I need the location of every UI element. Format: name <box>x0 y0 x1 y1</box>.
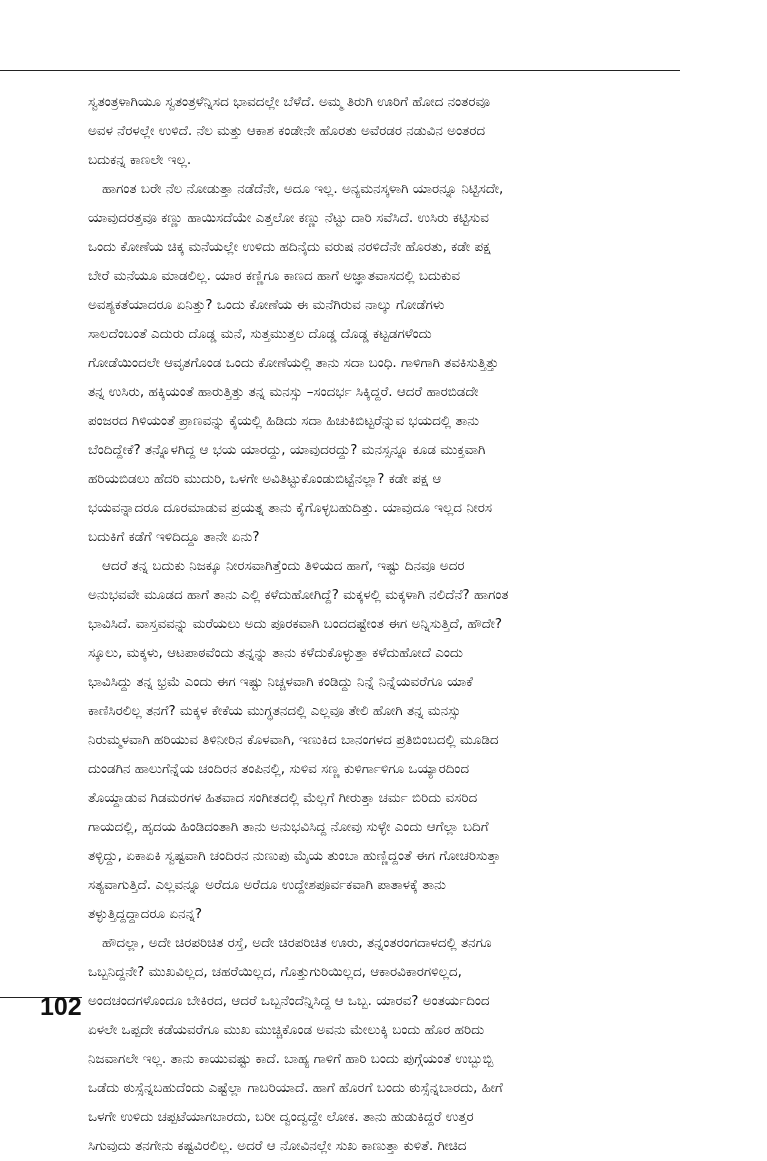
text-line: ಸಾಲದೆಂಬಂತೆ ಎದುರು ದೊಡ್ಡ ಮನೆ, ಸುತ್ತಮುತ್ತಲ ದೊಡ್ಡ ದೊಡ್ಡ ಕಟ್ಟಡಗಳೆಂದು <box>88 326 432 342</box>
text-line: ನಿರುಮ್ಮಳವಾಗಿ ಹರಿಯುವ ತಿಳಿನೀರಿನ ಕೊಳವಾಗಿ, ಇಣುಕಿದ ಬಾನಂಗಳದ ಪ್ರತಿಬಿಂಬದಲ್ಲಿ ಮೂಡಿದ <box>88 732 499 748</box>
text-line: ತಳ್ಳುತ್ತಿದ್ದದ್ದಾದರೂ ಏನನ್ನ? <box>88 906 203 922</box>
page-text-body <box>88 88 688 1161</box>
text-line: ಬೆಂದಿದ್ದೇಕೆ? ತನ್ನೊಳಗಿದ್ದ ಆ ಭಯ ಯಾರದ್ದು, ಯಾವುದರದ್ದು? ಮನಸ್ಸನ್ನೂ ಕೂಡ ಮುಕ್ತವಾಗಿ <box>88 442 486 458</box>
text-line: ಭಾವಿಸಿದ್ದು ತನ್ನ ಭ್ರಮೆ ಎಂದು ಈಗ ಇಷ್ಟು ನಿಚ್ಚಳವಾಗಿ ಕಂಡಿದ್ದು ನಿನ್ನೆ ನಿನ್ನೆಯವರೆಗೂ ಯಾಕೆ <box>88 674 473 690</box>
text-line: ಪಂಜರದ ಗಿಳಿಯಂತೆ ಪ್ರಾಣವನ್ನು ಕೈಯಲ್ಲಿ ಹಿಡಿದು ಸದಾ ಹಿಚುಕಿಬಿಟ್ಟರೆನ್ನುವ ಭಯದಲ್ಲಿ ತಾನು <box>88 413 480 429</box>
text-line: ಅವಶ್ಯಕತೆಯಾದರೂ ಏನಿತ್ತು? ಒಂದು ಕೋಣೆಯ ಈ ಮನೆಗಿರುವ ನಾಲ್ಕು ಗೋಡೆಗಳು <box>88 297 445 313</box>
text-line: ಒಡೆದು ಠುಸ್ಸೆನ್ನಬಹುದೆಂದು ಎಷ್ಟೆಲ್ಲಾ ಗಾಬರಿಯಾದೆ. ಹಾಗೆ ಹೊರಗೆ ಬಂದು ಠುಸ್ಸೆನ್ನಬಾರದು, ಹೀಗೆ <box>88 1080 503 1096</box>
text-line: ತಳ್ಳಿದ್ದು, ಏಕಾಏಕಿ ಸ್ವಷ್ಟವಾಗಿ ಚಂದಿರನ ನುಣುಪು ಮೈಯ ತುಂಬಾ ಹುಣ್ಣಿದ್ದಂತೆ ಈಗ ಗೋಚರಿಸುತ್ತಾ <box>88 848 501 864</box>
text-line: ಸಿಗುವುದು ತನಗೇನು ಕಷ್ಟವಿರಲಿಲ್ಲ. ಅದರೆ ಆ ನೋವಿನಲ್ಲೇ ಸುಖ ಕಾಣುತ್ತಾ ಕುಳಿತೆ. ಗೀಚಿದ <box>88 1138 467 1154</box>
text-line: ಭಯವನ್ನಾದರೂ ದೂರಮಾಡುವ ಪ್ರಯತ್ನ ತಾನು ಕೈಗೊಳ್ಳಬಹುದಿತ್ತು. ಯಾವುದೂ ಇಲ್ಲದ ನೀರಸ <box>88 500 493 516</box>
text-line: ನಿಜವಾಗಲೇ ಇಲ್ಲ. ತಾನು ಕಾಯುವಷ್ಟು ಕಾದೆ. ಬಾಹ್ಯ ಗಾಳಿಗೆ ಹಾರಿ ಬಂದು ಪುಗ್ಗೆಯಂತೆ ಉಬ್ಬುಬ್ಬಿ <box>88 1051 494 1067</box>
text-line: ಭಾವಿಸಿದೆ. ವಾಸ್ತವವನ್ನು ಮರೆಯಲು ಅದು ಪೂರಕವಾಗಿ ಬಂದದಷ್ಟೇಂತ ಈಗ ಅನ್ನಿಸುತ್ತಿದೆ, ಹೌದೇ? <box>88 616 503 632</box>
text-line: ಅಂದಚಂದಗಳೊಂದೂ ಬೇಕಿರದ, ಆದರೆ ಒಬ್ಬನೆಂದೆನ್ನಿಸಿದ್ದ ಆ ಒಬ್ಬ. ಯಾರವ? ಅಂತರ್ಯದಿಂದ <box>88 993 490 1009</box>
text-line: ಯಾವುದರತ್ತವೂ ಕಣ್ಣು ಹಾಯಿಸದೆಯೇ ಎತ್ತಲೋ ಕಣ್ಣು ನೆಟ್ಟು ದಾರಿ ಸವೆಸಿದೆ. ಉಸಿರು ಕಟ್ಟಿಸುವ <box>88 210 489 226</box>
text-line: ದುಂಡಗಿನ ಹಾಲುಗೆನ್ನೆಯ ಚಂದಿರನ ತಂಪಿನಲ್ಲಿ, ಸುಳಿವ ಸಣ್ಣ ಕುಳಿರ್ಗಾಳಿಗೂ ಒಯ್ಯಾರದಿಂದ <box>88 761 470 777</box>
text-line: ಹೌದಲ್ಲಾ, ಅದೇ ಚಿರಪರಿಚಿತ ರಸ್ತೆ, ಅದೇ ಚಿರಪರಿಚಿತ ಊರು, ತನ್ನಂತರಂಗದಾಳದಲ್ಲಿ ತನಗೂ <box>102 935 492 951</box>
text-line: ಅವಳ ನೆರಳಲ್ಲೇ ಉಳಿದೆ. ನೆಲ ಮತ್ತು ಆಕಾಶ ಕಂಡೇನೇ ಹೊರತು ಅವೆರಡರ ನಡುವಿನ ಅಂತರದ <box>88 123 486 139</box>
text-line: ಒಂದು ಕೋಣೆಯ ಚಿಕ್ಕ ಮನೆಯಲ್ಲೇ ಉಳಿದು ಹದಿನೈದು ವರುಷ ನರಳಿದೆನೇ ಹೊರತು, ಕಡೇ ಪಕ್ಷ <box>88 239 491 255</box>
top-rule <box>0 70 680 71</box>
text-line: ಬದುಕನ್ನ ಕಾಣಲೇ ಇಲ್ಲ. <box>88 152 192 168</box>
text-line: ಹಾಗಂತ ಬರೇ ನೆಲ ನೋಡುತ್ತಾ ನಡೆದೆನೇ, ಅದೂ ಇಲ್ಲ. ಅನ್ಯಮನಸ್ಕಳಾಗಿ ಯಾರನ್ನೂ ನಿಟ್ಟಿಸದೇ, <box>102 181 504 197</box>
text-line: ಅನುಭವವೇ ಮೂಡದ ಹಾಗೆ ತಾನು ಎಲ್ಲಿ ಕಳೆದುಹೋಗಿದ್ದೆ? ಮಕ್ಕಳಲ್ಲಿ ಮಕ್ಕಳಾಗಿ ನಲಿದೆನೆ? ಹಾಗಂತ <box>88 587 509 603</box>
text-line: ಕಾಣಿಸಿರಲಿಲ್ಲ ತನಗೆ? ಮಕ್ಕಳ ಕೇಕೆಯ ಮುಗ್ಧತನದಲ್ಲಿ ಎಲ್ಲವೂ ತೇಲಿ ಹೋಗಿ ತನ್ನ ಮನಸ್ಸು <box>88 703 461 719</box>
text-line: ಗಾಯದಲ್ಲಿ, ಹೃದಯ ಹಿಂಡಿದಂತಾಗಿ ತಾನು ಅನುಭವಿಸಿದ್ದ ನೋವು ಸುಳ್ಳೇ ಎಂದು ಆಗೆಲ್ಲಾ ಬದಿಗೆ <box>88 819 489 835</box>
text-line: ಏಳಲೇ ಒಪ್ಪದೇ ಕಡೆಯವರೆಗೂ ಮುಖ ಮುಚ್ಚಿಕೊಂಡ ಅವನು ಮೇಲುಕ್ಕಿ ಬಂದು ಹೊರ ಹರಿದು <box>88 1022 485 1038</box>
text-line: ಸ್ಕೂಲು, ಮಕ್ಕಳು, ಆಟಪಾಠವೆಂದು ತನ್ನನ್ನು ತಾನು ಕಳೆದುಕೊಳ್ಳುತ್ತಾ ಕಳೆದುಹೋದೆ ಎಂದು <box>88 645 463 661</box>
text-line: ತೊಯ್ದಾಡುವ ಗಿಡಮರಗಳ ಹಿತವಾದ ಸಂಗೀತದಲ್ಲಿ ಮೆಲ್ಲಗೆ ಗೀರುತ್ತಾ ಚರ್ಮ ಬಿರಿದು ವಸರಿದ <box>88 790 478 806</box>
text-line: ಗೋಡೆಯಿಂದಲೇ ಆವೃತಗೊಂಡ ಒಂದು ಕೋಣೆಯಲ್ಲಿ ತಾನು ಸದಾ ಬಂಧಿ. ಗಾಳಿಗಾಗಿ ತವಕಿಸುತ್ತಿತ್ತು <box>88 355 499 371</box>
text-line: ಸತ್ಯವಾಗುತ್ತಿದೆ. ಎಲ್ಲವನ್ನೂ ಅರೆದೂ ಅರೆದೂ ಉದ್ದೇಶಪೂರ್ವಕವಾಗಿ ಪಾತಾಳಕ್ಕೆ ತಾನು <box>88 877 446 893</box>
text-line: ಸ್ವತಂತ್ರಳಾಗಿಯೂ ಸ್ವತಂತ್ರಳೆನ್ನಿಸದ ಭಾವದಲ್ಲೇ ಬೆಳೆದೆ. ಅಮ್ಮ ತಿರುಗಿ ಊರಿಗೆ ಹೋದ ನಂತರವೂ <box>88 94 491 110</box>
text-line: ಒಬ್ಬನಿದ್ದನೇ? ಮುಖವಿಲ್ಲದ, ಚಹರೆಯಿಲ್ಲದ, ಗೊತ್ತುಗುರಿಯಿಲ್ಲದ, ಆಕಾರವಿಕಾರಗಳಿಲ್ಲದ, <box>88 964 462 980</box>
text-line: ಆದರೆ ತನ್ನ ಬದುಕು ನಿಜಕ್ಕೂ ನೀರಸವಾಗಿತ್ತೆಂದು ತಿಳಿಯದ ಹಾಗೆ, ಇಷ್ಟು ದಿನವೂ ಅದರ <box>102 558 465 574</box>
page-number: 102 <box>40 993 82 1021</box>
text-line: ತನ್ನ ಉಸಿರು, ಹಕ್ಕಿಯಂತೆ ಹಾರುತ್ತಿತ್ತು ತನ್ನ ಮನಸ್ಸು –ಸಂದರ್ಭ ಸಿಕ್ಕಿದ್ದರೆ. ಆದರೆ ಹಾರಬಿಡದೇ <box>88 384 479 400</box>
text-line: ಬದುಕಿಗೆ ಕಡೆಗೆ ಇಳಿದಿದ್ದೂ ತಾನೇ ಏನು? <box>88 529 260 545</box>
text-line: ಒಳಗೇ ಉಳಿದು ಚಪ್ಪಟೆಯಾಗಬಾರದು, ಬರೀ ದ್ವಂದ್ವದ್ದೇ ಲೋಕ. ತಾನು ಹುಡುಕಿದ್ದರೆ ಉತ್ತರ <box>88 1109 474 1125</box>
text-line: ಹರಿಯಬಿಡಲು ಹೆದರಿ ಮುದುರಿ, ಒಳಗೇ ಅವಿತಿಟ್ಟುಕೊಂಡುಬಿಟ್ಟೆನಲ್ಲಾ? ಕಡೇ ಪಕ್ಷ ಆ <box>88 471 442 487</box>
text-line: ಬೇರೆ ಮನೆಯೂ ಮಾಡಲಿಲ್ಲ. ಯಾರ ಕಣ್ಣಿಗೂ ಕಾಣದ ಹಾಗೆ ಅಜ್ಞಾತವಾಸದಲ್ಲಿ ಬದುಕುವ <box>88 268 461 284</box>
